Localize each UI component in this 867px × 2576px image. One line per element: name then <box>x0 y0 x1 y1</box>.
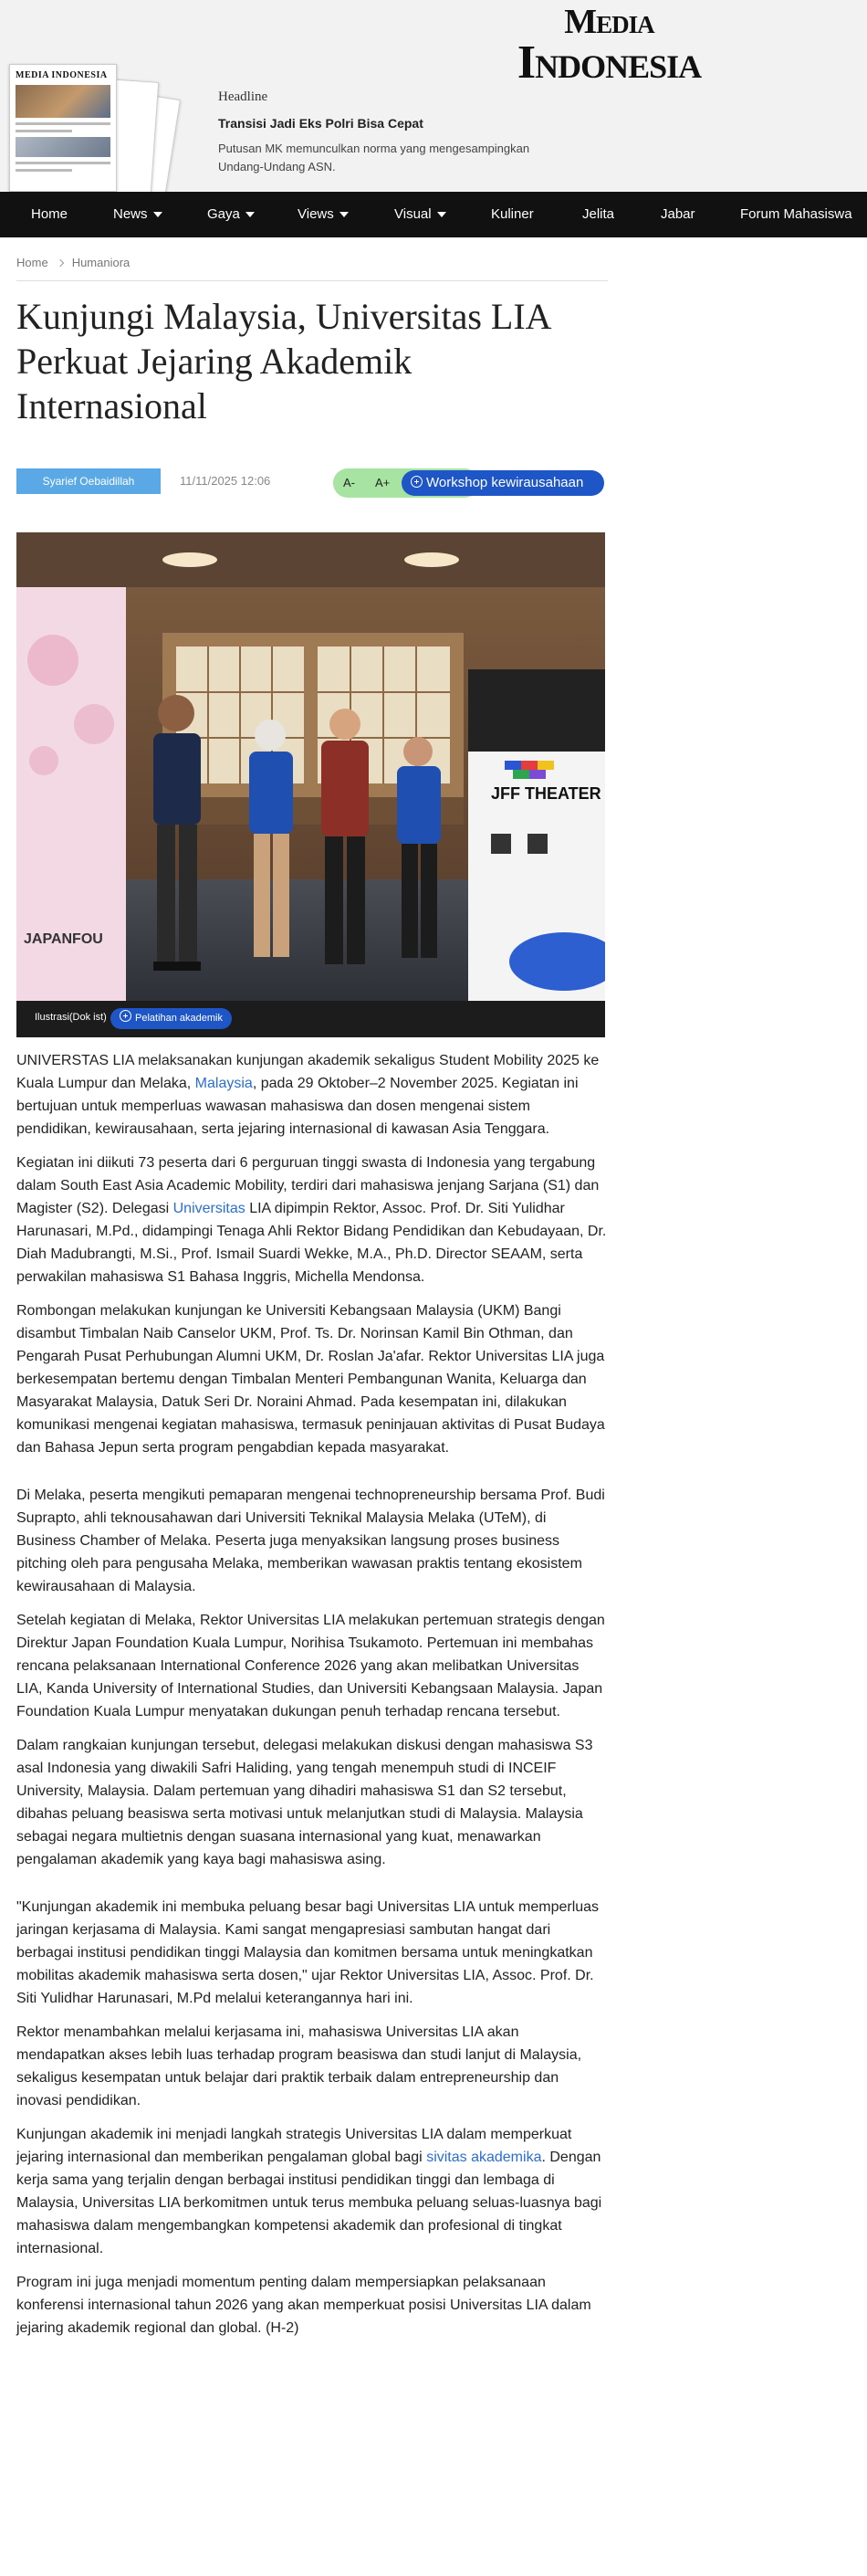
headline-description: Putusan MK memunculkan norma yang mengesampingkan Undang-Undang ASN. <box>218 142 530 174</box>
tag-link-malaysia[interactable]: Malaysia <box>194 1076 253 1091</box>
topic-tag-label: Workshop kewirausahaan <box>426 475 584 490</box>
nav-item-home[interactable] <box>31 192 68 237</box>
nav-label: Gaya <box>207 206 240 222</box>
photo-caption: Ilustrasi(Dok ist) <box>35 1012 107 1023</box>
nav-label: Home <box>31 206 68 222</box>
article-paragraph: Setelah kegiatan di Melaka, Rektor Universitas LIA melakukan pertemuan strategis dengan Direktur Japan Foundation Kuala Lumpur, Norihisa Tsukamoto. Pertemuan ini membahas rencana pelaksanaan International Conference 2026 yang akan melibatkan Universitas LIA, Kanda University of International Studies, dan Universiti Kebangsaan Malaysia. Japan Foundation Kuala Lumpur menyatakan dukungan penuh terhadap rencana tersebut. <box>16 1613 605 1719</box>
article-paragraph: Kegiatan ini diikuti 73 peserta dari 6 perguruan tinggi swasta di Indonesia yang tergabung dalam South East Asia Academic Mobility, terdiri dari mahasiswa jenjang Sarjana (S1) dan Magister (S2). Delegasi Universitas LIA dipimpin Rektor, Assoc. Prof. Dr. Siti Yulidhar Harunasari, M.Pd., didampingi Tenaga Ahli Rektor Bidang Pendidikan dan Kebudayaan, Dr. Diah Madubrangti, M.Si., Prof. Ismail Suardi Wekke, M.A., Ph.D. Director SEAAM, serta perwakilan mahasiswa S1 Bahasa Inggris, Michella Mendonsa. <box>16 1155 607 1285</box>
font-decrease-button[interactable]: A- <box>343 476 355 489</box>
chevron-right-icon <box>56 258 63 266</box>
article-body <box>16 1049 608 2350</box>
newspaper-page-front <box>9 64 117 192</box>
photo-tag-button[interactable] <box>110 1008 232 1029</box>
nav-label: Views <box>298 206 334 222</box>
publish-date: 11/11/2025 12:06 <box>180 474 271 488</box>
nav-item-forum-mahasiswa[interactable] <box>740 192 852 237</box>
headline-label: Headline <box>218 89 268 104</box>
newspaper-mini-photo-2 <box>16 137 110 157</box>
nav-label: Forum Mahasiswa <box>740 206 852 222</box>
nav-label: News <box>113 206 148 222</box>
article-paragraph: Rektor menambahkan melalui kerjasama ini, mahasiswa Universitas LIA akan mendapatkan akses lebih luas terhadap program beasiswa dan studi lanjut di Malaysia, sekaligus kesempatan untuk belajar dari praktik terbaik dalam entrepreneurship dan inovasi pendidikan. <box>16 2024 582 2108</box>
chevron-down-icon <box>153 212 162 217</box>
breadcrumb <box>16 256 130 269</box>
article-paragraph: Program ini juga menjadi momentum penting dalam mempersiapkan pelaksanaan konferensi internasional tahun 2026 yang akan memperkuat posisi Universitas LIA dalam jejaring akademik regional dan global. (H-2) <box>16 2275 591 2336</box>
nav-label: Visual <box>394 206 432 222</box>
article-photo <box>16 532 605 1001</box>
plus-circle-icon <box>411 476 423 488</box>
tag-link-universitas[interactable]: Universitas <box>172 1201 245 1216</box>
divider <box>16 280 608 281</box>
article-paragraph: Dalam rangkaian kunjungan tersebut, delegasi melakukan diskusi dengan mahasiswa S3 asal Indonesia yang diwakili Safri Haliding, yang tengah menempuh studi di INCEIF University, Malaysia. Dalam pertemuan yang dihadiri mahasiswa S1 dan S2 tersebut, dibahas peluang beasiswa serta motivasi untuk melanjutkan studi di Malaysia. Malaysia sebagai negara multietnis dengan suasana internasional yang kuat, menawarkan pengalaman akademik yang kaya bagi mahasiswa asing. <box>16 1738 593 1867</box>
article-paragraph: UNIVERSTAS LIA melaksanakan kunjungan akademik sekaligus Student Mobility 2025 ke Kuala Lumpur dan Melaka, Malaysia, pada 29 Oktober–2 November 2025. Kegiatan ini bertujuan untuk memperluas wawasan mahasiswa dan dosen mengenai sistem pendidikan, kewirausahaan, serta jejaring internasional di kawasan Asia Tenggara. <box>16 1053 600 1137</box>
nav-item-jelita[interactable] <box>582 192 614 237</box>
breadcrumb-home[interactable]: Home <box>16 256 48 269</box>
article-paragraph: "Kunjungan akademik ini membuka peluang besar bagi Universitas LIA untuk memperluas jaringan kerjasama di Malaysia. Kami sangat mengapresiasi sambutan hangat dari berbagai institusi pendidikan tinggi Malaysia dan komitmen bersama untuk meningkatkan mobilitas akademik mahasiswa serta dosen," ujar Rektor Universitas LIA, Assoc. Prof. Dr. Siti Yulidhar Harunasari, M.Pd melalui keterangannya hari ini. <box>16 1899 600 2006</box>
site-logo-top: Media <box>564 3 654 41</box>
newspaper-thumbnail[interactable] <box>9 64 183 192</box>
headline-block <box>218 89 565 176</box>
chevron-down-icon <box>437 212 446 217</box>
tag-link-sivitas-akademika[interactable]: sivitas akademika <box>426 2150 542 2165</box>
headline-title-link[interactable]: Transisi Jadi Eks Polri Bisa Cepat <box>218 116 423 131</box>
nav-item-views[interactable] <box>298 192 349 237</box>
nav-item-kuliner[interactable] <box>491 192 534 237</box>
plus-circle-icon <box>120 1010 131 1022</box>
topic-tag-button[interactable] <box>402 470 604 496</box>
font-increase-button[interactable]: A+ <box>375 476 391 489</box>
masthead <box>0 0 867 192</box>
photo-tag-label: Pelatihan akademik <box>135 1013 224 1024</box>
nav-label: Kuliner <box>491 206 534 222</box>
photo-caption-bar <box>16 1001 605 1037</box>
nav-item-jabar[interactable] <box>661 192 695 237</box>
article-paragraph: Rombongan melakukan kunjungan ke Universiti Kebangsaan Malaysia (UKM) Bangi disambut Timbalan Naib Canselor UKM, Prof. Ts. Dr. Norinsan Kamil Bin Othman, dan Pengarah Pusat Perhubungan Alumni UKM, Dr. Roslan Ja'afar. Rektor Universitas LIA juga berkesempatan bertemu dengan Timbalan Menteri Pembangunan Wanita, Keluarga dan Masyarakat Malaysia, Datuk Seri Dr. Noraini Ahmad. Pada kesempatan ini, dilakukan komunikasi mengenai kegiatan mahasiswa, termasuk peninjauan aktivitas di Pusat Budaya dan Bahasa Jepun serta program pengabdian kepada masyarakat. <box>16 1303 605 1456</box>
nav-label: Jelita <box>582 206 615 222</box>
left-banner-text: JAPANFOU <box>24 931 103 947</box>
newspaper-mini-logo: MEDIA INDONESIA <box>16 70 108 80</box>
right-banner-text: JFF THEATER <box>491 784 601 803</box>
article-paragraph: Di Melaka, peserta mengikuti pemaparan mengenai technopreneurship bersama Prof. Budi Suprapto, ahli teknousahawan dari Universiti Teknikal Malaysia Melaka (UTeM), di Business Chamber of Melaka. Peserta juga menyaksikan langsung proses business pitching oleh para pengusaha Melaka, memberikan wawasan praktis tentang ekosistem kewirausahaan di Malaysia. <box>16 1488 605 1594</box>
nav-item-visual[interactable] <box>394 192 446 237</box>
author-badge[interactable]: Syarief Oebaidillah <box>16 468 161 494</box>
site-logo-bottom: Indonesia <box>517 37 702 89</box>
nav-label: Jabar <box>661 206 695 222</box>
article-paragraph: Kunjungan akademik ini menjadi langkah strategis Universitas LIA dalam memperkuat jejaring internasional dan memberikan pengalaman global bagi sivitas akademika. Dengan kerja sama yang terjalin dengan berbagai institusi pendidikan tinggi dan lembaga di Malaysia, Universitas LIA berkomitmen untuk terus membuka peluang seluas-luasnya bagi mahasiswa dalam mengembangkan kompetensi akademik dan profesional di tingkat internasional. <box>16 2127 602 2256</box>
newspaper-mini-photo <box>16 85 110 118</box>
article-photo-illustration <box>16 532 605 1001</box>
main-nav <box>0 192 867 237</box>
nav-item-gaya[interactable] <box>207 192 255 237</box>
site-logo[interactable] <box>479 3 739 89</box>
chevron-down-icon <box>339 212 349 217</box>
chevron-down-icon <box>245 212 255 217</box>
breadcrumb-section[interactable]: Humaniora <box>71 256 131 269</box>
article-title: Kunjungi Malaysia, Universitas LIA Perkuat Jejaring Akademik Internasional <box>16 296 550 426</box>
nav-item-news[interactable] <box>113 192 162 237</box>
